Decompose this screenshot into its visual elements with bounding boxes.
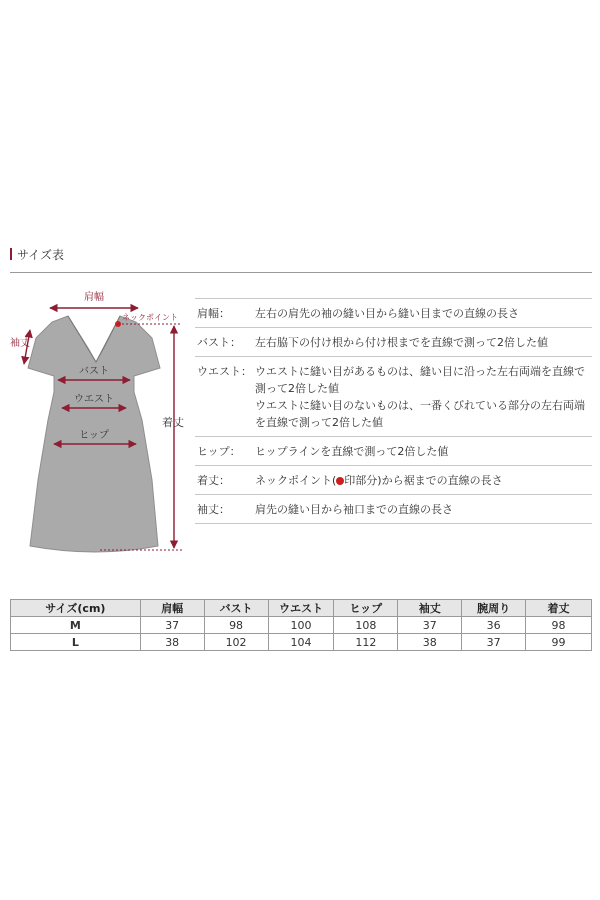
measure-label: ヒップ： (197, 445, 241, 458)
header-arm: 腕周り (462, 600, 526, 617)
measure-desc-line: 左右脇下の付け根から付け根までを直線で測って2倍した値 (255, 336, 548, 349)
table-cell: 37 (140, 617, 204, 634)
measure-row-waist (195, 357, 592, 437)
measure-desc-line: 測って2倍した値 (255, 382, 339, 395)
header-size: サイズ(cm) (11, 600, 141, 617)
measure-label: ウエスト： (197, 365, 252, 378)
measure-desc (255, 472, 592, 489)
table-cell: 98 (526, 617, 592, 634)
table-row (11, 617, 592, 634)
measure-desc (255, 501, 592, 518)
measure-row-hip (195, 437, 592, 466)
header-accent-bar (10, 248, 12, 260)
measure-row-shoulder (195, 298, 592, 328)
sleeve-label: 袖丈 (10, 338, 30, 349)
measure-label: バスト： (197, 336, 241, 349)
measure-desc (255, 334, 592, 351)
measure-desc-line: 肩先の縫い目から袖口までの直線の長さ (255, 503, 453, 516)
table-cell: 36 (462, 617, 526, 634)
table-cell: 108 (334, 617, 398, 634)
table-row (11, 634, 592, 651)
table-cell: 38 (398, 634, 462, 651)
table-header-row (11, 600, 592, 617)
header-length: 着丈 (526, 600, 592, 617)
measure-desc-line: ウエストに縫い目のないものは、一番くびれている部分の左右両端 (255, 399, 585, 412)
length-label: 着丈 (162, 416, 184, 429)
table-cell: 98 (204, 617, 268, 634)
table-cell: 37 (462, 634, 526, 651)
measure-desc-line: ウエストに縫い目があるものは、縫い目に沿った左右両端を直線で (255, 365, 585, 378)
size-table (10, 599, 592, 651)
table-cell: 112 (334, 634, 398, 651)
measure-desc-line: 左右の肩先の袖の縫い目から縫い目までの直線の長さ (255, 307, 519, 320)
size-name-cell: L (11, 634, 141, 651)
measure-desc-line: を直線で測って2倍した値 (255, 416, 383, 429)
measure-label: 袖丈： (197, 503, 230, 516)
measure-row-bust (195, 328, 592, 357)
table-cell: 102 (204, 634, 268, 651)
neck-point-label: ネックポイント (122, 313, 178, 322)
header-shoulder: 肩幅 (140, 600, 204, 617)
measure-desc (255, 305, 592, 322)
bust-label: バスト (79, 366, 109, 377)
measurement-definitions (195, 298, 592, 524)
measure-desc (255, 443, 592, 460)
measure-label: 着丈： (197, 474, 230, 487)
measure-row-sleeve (195, 495, 592, 524)
measure-label: 肩幅： (197, 307, 230, 320)
table-cell: 37 (398, 617, 462, 634)
section-header (10, 244, 592, 273)
page-title: サイズ表 (17, 248, 65, 262)
size-name-cell: M (11, 617, 141, 634)
waist-label: ウエスト (74, 394, 114, 405)
header-sleeve: 袖丈 (398, 600, 462, 617)
measure-desc-line: ヒップラインを直線で測って2倍した値 (255, 445, 449, 458)
table-cell: 99 (526, 634, 592, 651)
shoulder-label: 肩幅 (84, 292, 104, 303)
measure-row-length (195, 466, 592, 495)
table-cell: 38 (140, 634, 204, 651)
measure-desc-text: 印部分)から裾までの直線の長さ (344, 474, 503, 487)
table-cell: 100 (268, 617, 334, 634)
table-cell: 104 (268, 634, 334, 651)
header-hip: ヒップ (334, 600, 398, 617)
measure-desc (255, 363, 592, 431)
header-waist: ウエスト (268, 600, 334, 617)
hip-label: ヒップ (79, 430, 109, 441)
header-bust: バスト (204, 600, 268, 617)
dress-diagram (0, 280, 200, 570)
measure-desc-text: ネックポイント( (255, 474, 337, 487)
